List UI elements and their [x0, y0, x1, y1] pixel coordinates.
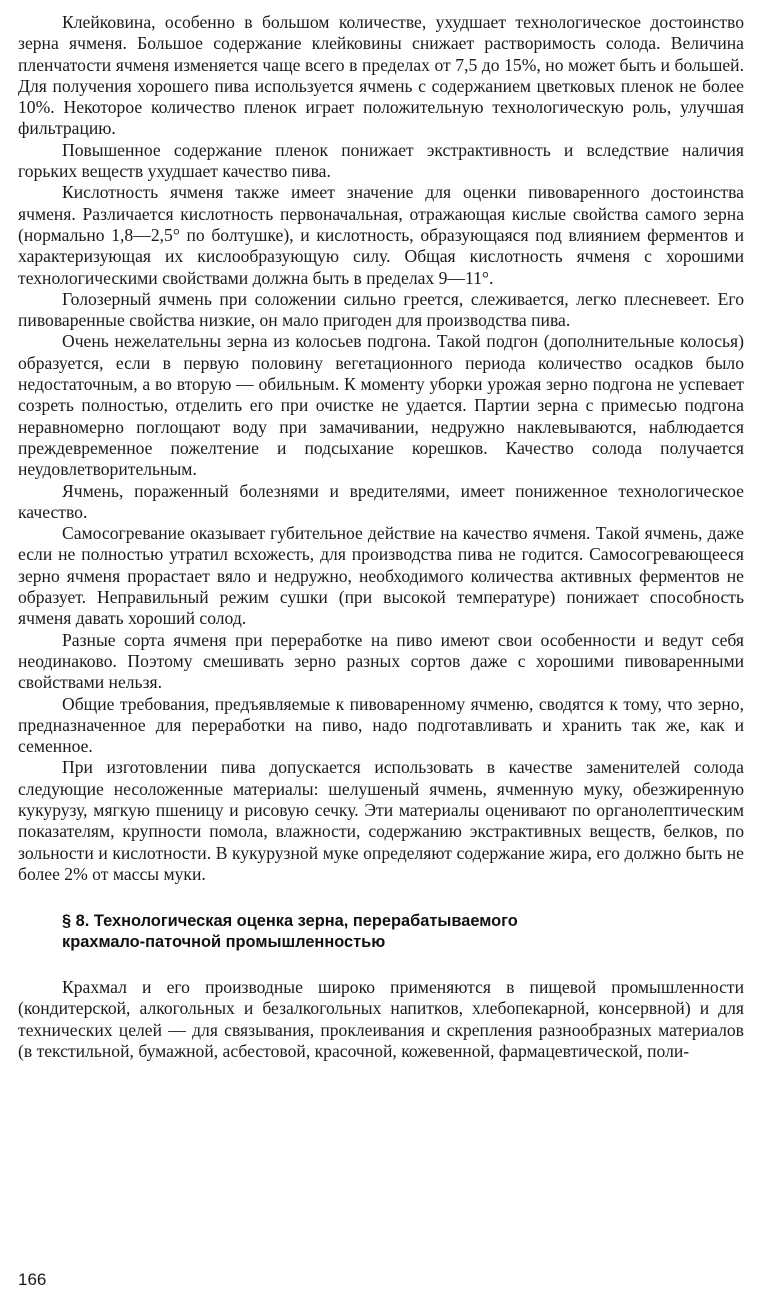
section-heading-line-2: крахмало-паточной промышленностью — [62, 933, 386, 952]
paragraph-general-requirements: Общие требования, предъявляемые к пивоваренному ячменю, сводятся к тому, что зерно, предназначенное для переработки на пиво, надо подготавливать и хранить так же, как и семенное. — [18, 693, 744, 757]
paragraph-secondary-ears: Очень нежелательны зерна из колосьев подгона. Такой подгон (дополнительные колосья) образуется, если в первую половину вегетационного периода количество осадков было недостаточным, а во вторую — обильным. К моменту уборки урожая зерно подгона не успевает созреть полностью, отделить его при очистке не удается. Партии зерна с примесью подгона неравномерно поглощают воду при замачивании, недружно наклевываются, наблюдается преждевременное пожелтение и подсыхание корешков. Качество солода получается неудовлетворительным. — [18, 331, 744, 480]
section-heading-line-1: § 8. Технологическая оценка зерна, перерабатываемого — [62, 912, 518, 931]
page-number: 166 — [18, 1270, 47, 1289]
paragraph-malt-substitutes: При изготовлении пива допускается использовать в качестве заменителей солода следующие несоложенные материалы: шелушеный ячмень, ячменную муку, обезжиренную кукурузу, мягкую пшеницу и рисовую сечку. Эти материалы оценивают по органолептическим показателям, крупности помола, влажности, содержанию экстрактивных веществ, белков, по зольности и кислотности. В кукурузной муке определяют содержание жира, его должно быть не более 2% от массы муки. — [18, 757, 744, 884]
paragraph-varieties: Разные сорта ячменя при переработке на пиво имеют свои особенности и ведут себя неодинаково. Поэтому смешивать зерно разных сортов даже с хорошими пивоваренными свойствами нельзя. — [18, 629, 744, 693]
page-body — [18, 12, 744, 1062]
paragraph-acidity: Кислотность ячменя также имеет значение для оценки пивоваренного достоинства ячменя. Различается кислотность первоначальная, отражающая кислые свойства самого зерна (нормально 1,8—2,5° по болтушке), и кислотность, образующаяся под влиянием ферментов и характеризующая их кислообразующую силу. Общая кислотность ячменя с хорошими технологическими свойствами должна быть в пределах 9—11°. — [18, 182, 744, 288]
paragraph-naked-barley: Голозерный ячмень при соложении сильно греется, слеживается, легко плесневеет. Его пивоваренные свойства низкие, он мало пригоден для производства пива. — [18, 288, 744, 331]
paragraph-starch: Крахмал и его производные широко применяются в пищевой промышленности (кондитерской, алкогольных и безалкогольных напитков, хлебопекарной, консервной) и для технических целей — для связывания, проклеивания и скрепления разнообразных материалов (в текстильной, бумажной, асбестовой, красочной, кожевенной, фармацевтической, поли- — [18, 977, 744, 1062]
paragraph-husk-content: Повышенное содержание пленок понижает экстрактивность и вследствие наличия горьких веществ ухудшает качество пива. — [18, 139, 744, 182]
paragraph-diseased-barley: Ячмень, пораженный болезнями и вредителями, имеет пониженное технологическое качество. — [18, 480, 744, 522]
section-heading — [18, 911, 744, 953]
paragraph-self-heating: Самосогревание оказывает губительное действие на качество ячменя. Такой ячмень, даже если не полностью утратил всхожесть, для производства пива не годится. Самосогревающееся зерно ячменя прорастает вяло и недружно, необходимого количества активных ферментов не образует. Неправильный режим сушки (при высокой температуре) понижает способность ячменя давать хороший солод. — [18, 523, 744, 629]
paragraph-gluten: Клейковина, особенно в большом количестве, ухудшает технологическое достоинство зерна ячменя. Большое содержание клейковины снижает растворимость солода. Величина пленчатости ячменя изменяется чаще всего в пределах от 7,5 до 15%, но может быть и большей. Для получения хорошего пива используется ячмень с содержанием цветковых пленок не более 10%. Некоторое количество пленок играет положительную технологическую роль, улучшая фильтрацию. — [18, 12, 744, 139]
